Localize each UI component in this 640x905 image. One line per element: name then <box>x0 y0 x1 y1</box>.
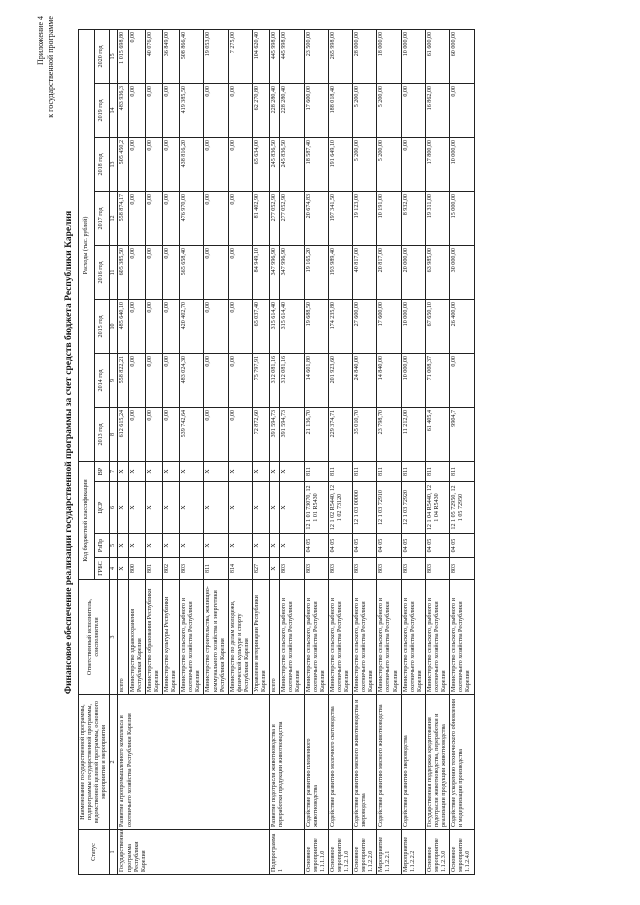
cell-vr: X <box>280 461 304 481</box>
header-year: 2016 год <box>94 245 110 299</box>
cell-grbs: 814 <box>228 558 252 580</box>
header-rzpr: РзПр <box>94 534 110 558</box>
header-year: 2017 год <box>94 191 110 245</box>
cell-expense: 391 594,73 <box>270 407 280 461</box>
cell-expense: 0,00 <box>162 353 179 407</box>
cell-expense: 476 970,00 <box>180 191 204 245</box>
header-grbs: ГРБС <box>94 558 110 580</box>
cell-expense: 17 800,00 <box>425 137 449 191</box>
cell-expense: 197 341,50 <box>328 191 352 245</box>
cell-vr: X <box>118 461 128 481</box>
cell-executor: всего <box>270 580 280 695</box>
cell-expense: 245 836,50 <box>280 137 304 191</box>
cell-expense: 0,00 <box>401 137 425 191</box>
column-number: 13 <box>110 137 118 191</box>
cell-expense: 0,00 <box>145 83 162 137</box>
table-body <box>118 29 474 874</box>
cell-expense: 0,00 <box>228 83 252 137</box>
cell-expense: 0,00 <box>204 407 228 461</box>
cell-status: Основное мероприятие 1.1.2.2.0 <box>353 830 377 875</box>
header-expenses: Расходы (тыс. рублей) <box>79 29 95 461</box>
cell-expense: 71 008,37 <box>425 353 449 407</box>
cell-rzpr: 04 05 <box>425 534 449 558</box>
cell-rzpr: 04 05 <box>401 534 425 558</box>
cell-executor: Министерство сельского, рыбного и охотничьего хозяйства Республики Карелия <box>377 580 401 695</box>
cell-expense: 84 949,10 <box>252 245 269 299</box>
cell-rzpr: X <box>280 534 304 558</box>
column-number: 14 <box>110 83 118 137</box>
cell-expense: 0,00 <box>450 83 474 137</box>
cell-expense: 245 836,50 <box>270 137 280 191</box>
cell-executor: Министерство сельского, рыбного и охотничьего хозяйства Республики Карелия <box>425 580 449 695</box>
cell-expense: 10 000,00 <box>450 137 474 191</box>
cell-expense: 63 985,00 <box>425 245 449 299</box>
cell-expense: 539 742,64 <box>180 407 204 461</box>
cell-name: Содействие развитию племенного животноводства <box>304 695 328 830</box>
header-year: 2015 год <box>94 299 110 353</box>
cell-expense: 40 076,00 <box>145 29 162 83</box>
cell-expense: 0,00 <box>145 299 162 353</box>
cell-expense: 7 275,00 <box>228 29 252 83</box>
cell-executor: Министерство по делам молодежи, физической культуре и спорту Республики Карелия <box>228 580 252 695</box>
cell-expense: 40 817,00 <box>353 245 377 299</box>
cell-rzpr: 04 05 <box>450 534 474 558</box>
cell-expense: 228 280,40 <box>280 83 304 137</box>
cell-name: Содействие развитию звероводства <box>401 695 425 830</box>
column-number: 5 <box>110 534 118 558</box>
cell-expense: 188 018,40 <box>328 83 352 137</box>
cell-expense: 15 000,00 <box>450 191 474 245</box>
cell-expense: 0,00 <box>162 245 179 299</box>
cell-expense: 21 136,70 <box>304 407 328 461</box>
header-status: Статус <box>79 830 110 875</box>
cell-expense: 193 989,40 <box>328 245 352 299</box>
cell-expense: 65 634,00 <box>252 137 269 191</box>
header-year: 2020 год <box>94 29 110 83</box>
header-budget-code: Код бюджетной классификации <box>79 461 95 579</box>
cell-expense: 558 874,17 <box>118 191 128 245</box>
cell-grbs: X <box>270 558 280 580</box>
column-number: 3 <box>110 580 118 695</box>
cell-expense: 19 053,00 <box>204 29 228 83</box>
cell-expense: 27 600,00 <box>353 299 377 353</box>
cell-expense: 229 374,71 <box>328 407 352 461</box>
cell-expense: 10 000,00 <box>401 29 425 83</box>
cell-expense: 0,00 <box>204 299 228 353</box>
cell-expense: 23 500,00 <box>304 29 328 83</box>
finance-table <box>78 29 475 875</box>
cell-executor: Министерство сельского, рыбного и охотничьего хозяйства Республики Карелия <box>280 580 304 695</box>
cell-expense: 14 840,00 <box>377 353 401 407</box>
cell-status: Основное мероприятие 1.1.2.1.0 <box>328 830 352 875</box>
cell-expense: 0,00 <box>128 407 145 461</box>
cell-expense: 5 200,00 <box>377 83 401 137</box>
cell-expense: 10 000,00 <box>401 299 425 353</box>
cell-csr: X <box>270 482 280 534</box>
cell-vr: 811 <box>425 461 449 481</box>
cell-expense: 30 000,00 <box>450 245 474 299</box>
column-number: 7 <box>110 461 118 481</box>
column-number: 9 <box>110 353 118 407</box>
cell-expense: 5 200,00 <box>353 137 377 191</box>
cell-grbs: 803 <box>377 558 401 580</box>
cell-csr: 12 1 03 72920 <box>401 482 425 534</box>
cell-expense: 265 998,00 <box>328 29 352 83</box>
column-number: 6 <box>110 482 118 534</box>
cell-expense: 0,00 <box>228 299 252 353</box>
cell-grbs: 827 <box>252 558 269 580</box>
cell-executor: Министерство культуры Республики Карелия <box>162 580 179 695</box>
cell-name: Содействие ускорению технического обновления и модернизации производства <box>450 695 474 830</box>
cell-rzpr: X <box>118 534 128 558</box>
column-number-row <box>110 29 118 874</box>
header-year: 2014 год <box>94 353 110 407</box>
cell-expense: 419 385,50 <box>180 83 204 137</box>
cell-expense: 315 614,40 <box>270 299 280 353</box>
cell-name: Развитие агропромышленного комплекса и охотничьего хозяйства Республики Карелия <box>118 695 270 830</box>
cell-expense: 10 191,00 <box>377 191 401 245</box>
cell-expense: 16 862,00 <box>425 83 449 137</box>
cell-expense: 0,00 <box>128 353 145 407</box>
cell-expense: 20 674,83 <box>304 191 328 245</box>
cell-expense: 18 000,00 <box>377 29 401 83</box>
cell-executor: Министерство строительства, жилищно-коммунального хозяйства и энергетики Республики Карелия <box>204 580 228 695</box>
cell-expense: 0,00 <box>145 137 162 191</box>
cell-expense: 558 822,21 <box>118 353 128 407</box>
cell-expense: 565 658,40 <box>180 245 204 299</box>
cell-expense: 508 866,40 <box>180 29 204 83</box>
cell-expense: 11 212,00 <box>401 407 425 461</box>
cell-vr: 811 <box>328 461 352 481</box>
cell-vr: 811 <box>377 461 401 481</box>
cell-expense: 612 615,24 <box>118 407 128 461</box>
cell-status: Государственная программа Республики Карелия <box>118 830 270 875</box>
cell-status: Основное мероприятие 1.1.2.3.0 <box>425 830 449 875</box>
cell-expense: 24 840,00 <box>353 353 377 407</box>
cell-expense: 8 932,00 <box>401 191 425 245</box>
cell-expense: 0,00 <box>204 245 228 299</box>
cell-name: Содействие развитию мясного животноводства <box>377 695 401 830</box>
cell-expense: 62 270,80 <box>252 83 269 137</box>
cell-expense: 277 052,90 <box>280 191 304 245</box>
cell-expense: 0,00 <box>204 353 228 407</box>
cell-expense: 26 400,00 <box>450 299 474 353</box>
column-number: 12 <box>110 191 118 245</box>
cell-grbs: 803 <box>425 558 449 580</box>
cell-expense: 19 123,00 <box>353 191 377 245</box>
cell-expense: 0,00 <box>162 83 179 137</box>
cell-expense: 10 000,00 <box>401 353 425 407</box>
cell-grbs: 801 <box>145 558 162 580</box>
cell-csr: X <box>280 482 304 534</box>
table-row <box>401 29 425 874</box>
cell-grbs: 803 <box>353 558 377 580</box>
cell-expense: 228 280,40 <box>270 83 280 137</box>
cell-expense: 347 996,90 <box>270 245 280 299</box>
cell-csr: 12 1 03 00000 <box>353 482 377 534</box>
cell-vr: 811 <box>304 461 328 481</box>
cell-csr: 12 1 05 72950, 12 1 05 72950 <box>450 482 474 534</box>
cell-status: Основное мероприятие 1.1.1.1.0 <box>304 830 328 875</box>
cell-executor: Министерство здравоохранения Республики Карелия <box>128 580 145 695</box>
cell-expense: 17 600,00 <box>377 299 401 353</box>
table-row <box>353 29 377 874</box>
cell-expense: 0,00 <box>145 245 162 299</box>
cell-expense: 0,00 <box>401 83 425 137</box>
cell-expense: 0,00 <box>162 299 179 353</box>
cell-expense: 445 998,00 <box>280 29 304 83</box>
header-csr: ЦСР <box>94 482 110 534</box>
cell-expense: 17 600,00 <box>304 83 328 137</box>
cell-expense: 438 816,20 <box>180 137 204 191</box>
cell-expense: 14 601,80 <box>304 353 328 407</box>
cell-expense: 0,00 <box>228 407 252 461</box>
cell-expense: 0,00 <box>145 191 162 245</box>
cell-rzpr: 04 05 <box>377 534 401 558</box>
cell-expense: 75 797,91 <box>252 353 269 407</box>
cell-expense: 347 996,90 <box>280 245 304 299</box>
header-year: 2019 год <box>94 83 110 137</box>
cell-vr: 811 <box>401 461 425 481</box>
cell-vr: X <box>204 461 228 481</box>
cell-grbs: 803 <box>401 558 425 580</box>
cell-executor: Министерство сельского, рыбного и охотничьего хозяйства Республики Карелия <box>180 580 204 695</box>
cell-rzpr: X <box>128 534 145 558</box>
cell-expense: 277 052,90 <box>270 191 280 245</box>
cell-csr: X <box>204 482 228 534</box>
column-number: 8 <box>110 407 118 461</box>
cell-expense: 312 081,16 <box>270 353 280 407</box>
cell-executor: Министерство сельского, рыбного и охотничьего хозяйства Республики Карелия <box>328 580 352 695</box>
cell-expense: 0,00 <box>162 137 179 191</box>
cell-expense: 9904,7 <box>450 407 474 461</box>
cell-expense: 485 640,10 <box>118 299 128 353</box>
cell-vr: 811 <box>450 461 474 481</box>
cell-expense: 605 385,50 <box>118 245 128 299</box>
cell-status: Подпрограмма 1 <box>270 830 304 875</box>
cell-expense: 315 614,40 <box>280 299 304 353</box>
table-row <box>328 29 352 874</box>
table-row <box>450 29 474 874</box>
cell-expense: 0,00 <box>162 407 179 461</box>
cell-expense: 18 587,40 <box>304 137 328 191</box>
cell-rzpr: 04 05 <box>353 534 377 558</box>
cell-status: Мероприятие 1.1.2.2.1 <box>377 830 401 875</box>
appendix-note <box>36 16 56 118</box>
cell-executor: Управление ветеринарии Республики Карелия <box>252 580 269 695</box>
cell-expense: 0,00 <box>228 353 252 407</box>
header-name: Наименование государственной программы, подпрограммы государственной программы, ведомственной целевой программы, основного мероприятия и мероприятия <box>79 695 110 830</box>
appendix-line-2: к государственной программе <box>46 16 55 118</box>
cell-expense: 312 081,16 <box>280 353 304 407</box>
cell-grbs: 803 <box>280 558 304 580</box>
cell-expense: 0,00 <box>128 299 145 353</box>
column-number: 10 <box>110 299 118 353</box>
cell-vr: X <box>162 461 179 481</box>
cell-expense: 0,00 <box>228 245 252 299</box>
cell-name: Содействие развитию молочного скотоводства <box>328 695 352 830</box>
column-number: 11 <box>110 245 118 299</box>
cell-expense: 505 450,2 <box>118 137 128 191</box>
cell-expense: 19 311,00 <box>425 191 449 245</box>
cell-status: Мероприятие 1.1.2.2.2 <box>401 830 425 875</box>
cell-grbs: 802 <box>162 558 179 580</box>
cell-executor: Министерство сельского, рыбного и охотничьего хозяйства Республики Карелия <box>304 580 328 695</box>
cell-rzpr: X <box>162 534 179 558</box>
cell-expense: 36 849,00 <box>162 29 179 83</box>
cell-expense: 0,00 <box>204 191 228 245</box>
cell-csr: X <box>180 482 204 534</box>
cell-csr: X <box>145 482 162 534</box>
cell-expense: 420 402,70 <box>180 299 204 353</box>
cell-expense: 1 015 698,80 <box>118 29 128 83</box>
cell-expense: 61 600,00 <box>425 29 449 83</box>
cell-vr: X <box>228 461 252 481</box>
table-row <box>304 29 328 874</box>
cell-csr: X <box>162 482 179 534</box>
cell-expense: 72 872,60 <box>252 407 269 461</box>
cell-expense: 0,00 <box>128 137 145 191</box>
cell-rzpr: X <box>180 534 204 558</box>
cell-grbs: 811 <box>204 558 228 580</box>
cell-expense: 5 200,00 <box>377 137 401 191</box>
appendix-line-1: Приложение 4 <box>36 16 45 65</box>
cell-expense: 201 923,60 <box>328 353 352 407</box>
cell-expense: 0,00 <box>228 191 252 245</box>
cell-expense: 35 010,70 <box>353 407 377 461</box>
column-number: 4 <box>110 558 118 580</box>
cell-executor: Министерство сельского, рыбного и охотничьего хозяйства Республики Карелия <box>353 580 377 695</box>
cell-name: Содействие развитию мясного животноводства и звероводства <box>353 695 377 830</box>
cell-expense: 391 594,73 <box>280 407 304 461</box>
cell-status: Основное мероприятие 1.1.2.4.0 <box>450 830 474 875</box>
cell-csr: 12 1 01 73070, 12 1 01 R5430 <box>304 482 328 534</box>
cell-csr: X <box>118 482 128 534</box>
cell-expense: 483 936,3 <box>118 83 128 137</box>
cell-rzpr: X <box>204 534 228 558</box>
cell-expense: 60 000,00 <box>450 29 474 83</box>
cell-csr: X <box>128 482 145 534</box>
cell-vr: X <box>252 461 269 481</box>
cell-vr: X <box>145 461 162 481</box>
cell-csr: X <box>228 482 252 534</box>
cell-expense: 0,00 <box>128 245 145 299</box>
cell-expense: 81 402,90 <box>252 191 269 245</box>
cell-expense: 0,00 <box>228 137 252 191</box>
cell-expense: 445 998,00 <box>270 29 280 83</box>
cell-expense: 0,00 <box>128 29 145 83</box>
cell-executor: Министерство образования Республики Карелия <box>145 580 162 695</box>
cell-vr: 811 <box>353 461 377 481</box>
cell-expense: 104 620,40 <box>252 29 269 83</box>
cell-expense: 0,00 <box>162 191 179 245</box>
cell-csr: 12 1 04 R5440, 12 1 04 R5430 <box>425 482 449 534</box>
cell-expense: 0,00 <box>145 353 162 407</box>
column-number: 2 <box>110 695 118 830</box>
cell-expense: 5 200,00 <box>353 83 377 137</box>
cell-rzpr: X <box>270 534 280 558</box>
cell-expense: 19 688,50 <box>304 299 328 353</box>
cell-expense: 67 650,10 <box>425 299 449 353</box>
table-row <box>425 29 449 874</box>
cell-expense: 0,00 <box>128 191 145 245</box>
cell-rzpr: X <box>228 534 252 558</box>
cell-executor: всего <box>118 580 128 695</box>
cell-csr: 12 1 03 72910 <box>377 482 401 534</box>
table-row <box>270 29 280 874</box>
cell-expense: 28 000,00 <box>353 29 377 83</box>
cell-vr: X <box>128 461 145 481</box>
cell-vr: X <box>270 461 280 481</box>
cell-expense: 0,00 <box>204 83 228 137</box>
cell-grbs: 803 <box>304 558 328 580</box>
cell-expense: 20 000,00 <box>401 245 425 299</box>
cell-name: Развитие подотрасли животноводства и переработки продукции животноводства <box>270 695 304 830</box>
header-year: 2018 год <box>94 137 110 191</box>
cell-grbs: 803 <box>328 558 352 580</box>
cell-rzpr: 04 05 <box>304 534 328 558</box>
column-number: 1 <box>110 830 118 875</box>
cell-expense: 0,00 <box>128 83 145 137</box>
cell-expense: 19 165,20 <box>304 245 328 299</box>
cell-grbs: X <box>118 558 128 580</box>
column-number: 15 <box>110 29 118 83</box>
cell-expense: 0,00 <box>204 137 228 191</box>
cell-expense: 0,00 <box>450 353 474 407</box>
cell-expense: 483 024,30 <box>180 353 204 407</box>
cell-vr: X <box>180 461 204 481</box>
cell-grbs: 803 <box>450 558 474 580</box>
cell-grbs: 800 <box>128 558 145 580</box>
cell-expense: 0,00 <box>145 407 162 461</box>
cell-rzpr: X <box>252 534 269 558</box>
table-row <box>377 29 401 874</box>
cell-grbs: 803 <box>180 558 204 580</box>
cell-expense: 20 817,00 <box>377 245 401 299</box>
header-executor: Ответственный исполнитель, соисполнители <box>79 580 110 695</box>
header-vr: ВР <box>94 461 110 481</box>
cell-expense: 174 235,80 <box>328 299 352 353</box>
cell-rzpr: X <box>145 534 162 558</box>
cell-csr: X <box>252 482 269 534</box>
cell-rzpr: 04 05 <box>328 534 352 558</box>
document-title: Финансовое обеспечение реализации государственной программы за счет средств бюджета Республики Карелия <box>64 210 74 695</box>
cell-expense: 23 798,70 <box>377 407 401 461</box>
table-row <box>118 29 128 874</box>
cell-csr: 12 1 02 R5440, 12 1 02 73120 <box>328 482 352 534</box>
cell-expense: 61 405,4 <box>425 407 449 461</box>
cell-name: Государственная поддержка кредитования подотрасли животноводства, переработки и реализации продукции животноводства <box>425 695 449 830</box>
cell-executor: Министерство сельского, рыбного и охотничьего хозяйства Республики Карелия <box>450 580 474 695</box>
cell-executor: Министерство сельского, рыбного и охотничьего хозяйства Республики Карелия <box>401 580 425 695</box>
header-year: 2013 год <box>94 407 110 461</box>
cell-expense: 191 649,10 <box>328 137 352 191</box>
cell-expense: 65 037,40 <box>252 299 269 353</box>
